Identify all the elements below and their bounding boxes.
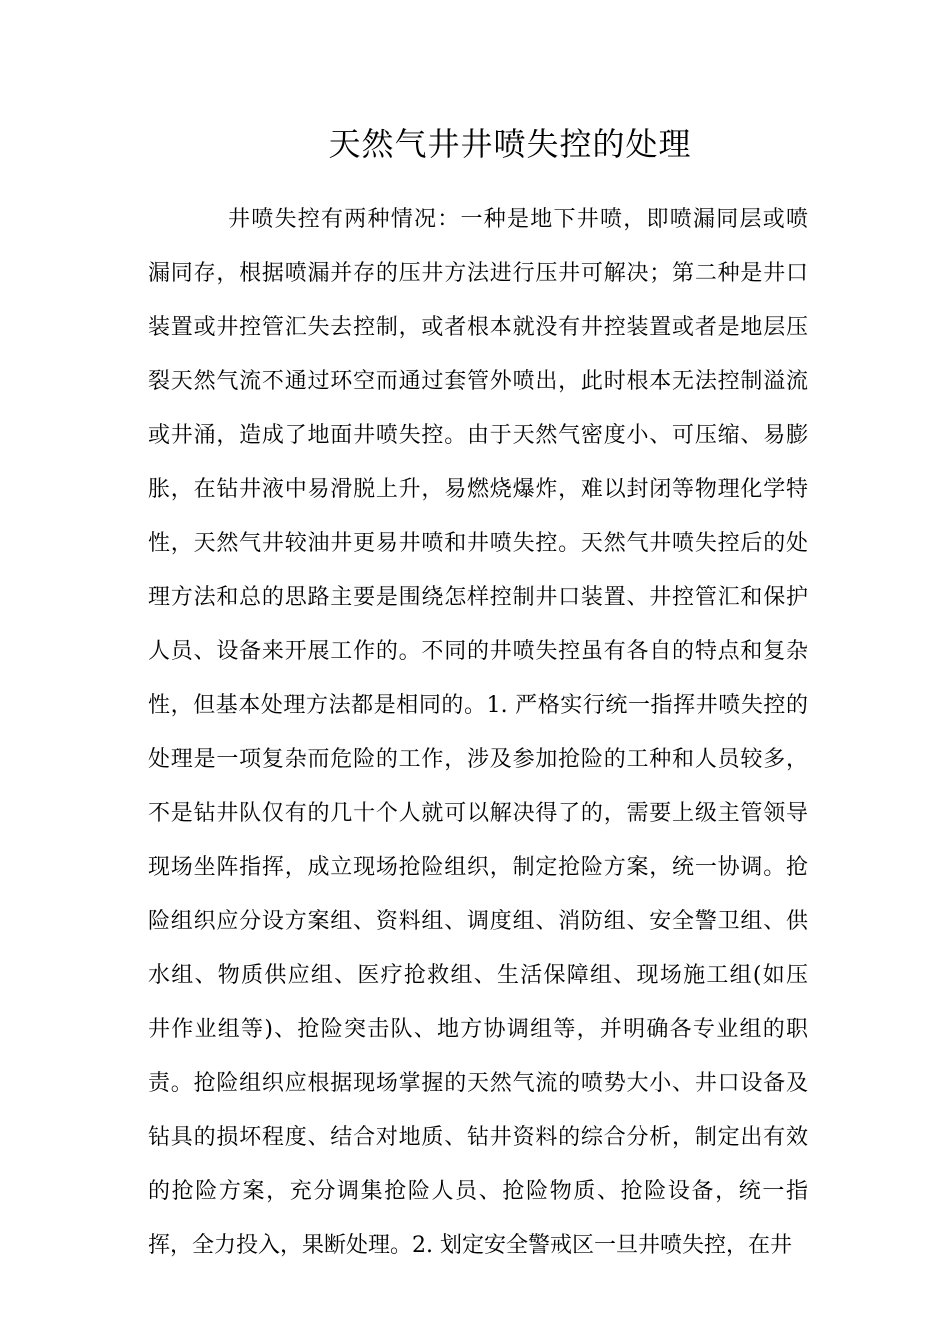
text-line: 胀，在钻井液中易滑脱上升，易燃烧爆炸，难以封闭等物理化学特	[148, 477, 808, 502]
text-line: 处理是一项复杂而危险的工作，涉及参加抢险的工种和人员较多，	[148, 747, 808, 772]
text-line: 井作业组等)、抢险突击队、地方协调组等，并明确各专业组的职	[148, 1017, 808, 1042]
text-line: 的抢险方案，充分调集抢险人员、抢险物质、抢险设备，统一指	[148, 1179, 808, 1204]
text-line: 装置或井控管汇失去控制，或者根本就没有井控装置或者是地层压	[148, 315, 808, 340]
text-line: 水组、物质供应组、医疗抢救组、生活保障组、现场施工组(如压	[148, 963, 808, 988]
text-line: 井喷失控有两种情况：一种是地下井喷，即喷漏同层或喷	[228, 207, 808, 232]
page-title: 天然气井井喷失控的处理	[328, 125, 692, 163]
text-line: 理方法和总的思路主要是围绕怎样控制井口装置、井控管汇和保护	[148, 585, 808, 610]
text-line: 漏同存，根据喷漏并存的压井方法进行压井可解决；第二种是井口	[148, 261, 808, 286]
text-line: 人员、设备来开展工作的。不同的井喷失控虽有各自的特点和复杂	[148, 639, 808, 664]
text-line: 挥，全力投入，果断处理。2. 划定安全警戒区一旦井喷失控，在井	[148, 1233, 792, 1258]
text-line: 或井涌，造成了地面井喷失控。由于天然气密度小、可压缩、易膨	[148, 423, 808, 448]
text-line: 裂天然气流不通过环空而通过套管外喷出，此时根本无法控制溢流	[148, 369, 808, 394]
text-line: 险组织应分设方案组、资料组、调度组、消防组、安全警卫组、供	[148, 909, 808, 934]
text-line: 性，天然气井较油井更易井喷和井喷失控。天然气井喷失控后的处	[148, 531, 808, 556]
text-line: 现场坐阵指挥，成立现场抢险组织，制定抢险方案，统一协调。抢	[148, 855, 808, 880]
text-line: 责。抢险组织应根据现场掌握的天然气流的喷势大小、井口设备及	[148, 1071, 808, 1096]
text-line: 不是钻井队仅有的几十个人就可以解决得了的，需要上级主管领导	[148, 801, 808, 826]
text-line: 钻具的损坏程度、结合对地质、钻井资料的综合分析，制定出有效	[148, 1125, 808, 1150]
body-paragraph	[148, 193, 808, 1273]
text-line: 性，但基本处理方法都是相同的。1. 严格实行统一指挥井喷失控的	[148, 693, 808, 718]
